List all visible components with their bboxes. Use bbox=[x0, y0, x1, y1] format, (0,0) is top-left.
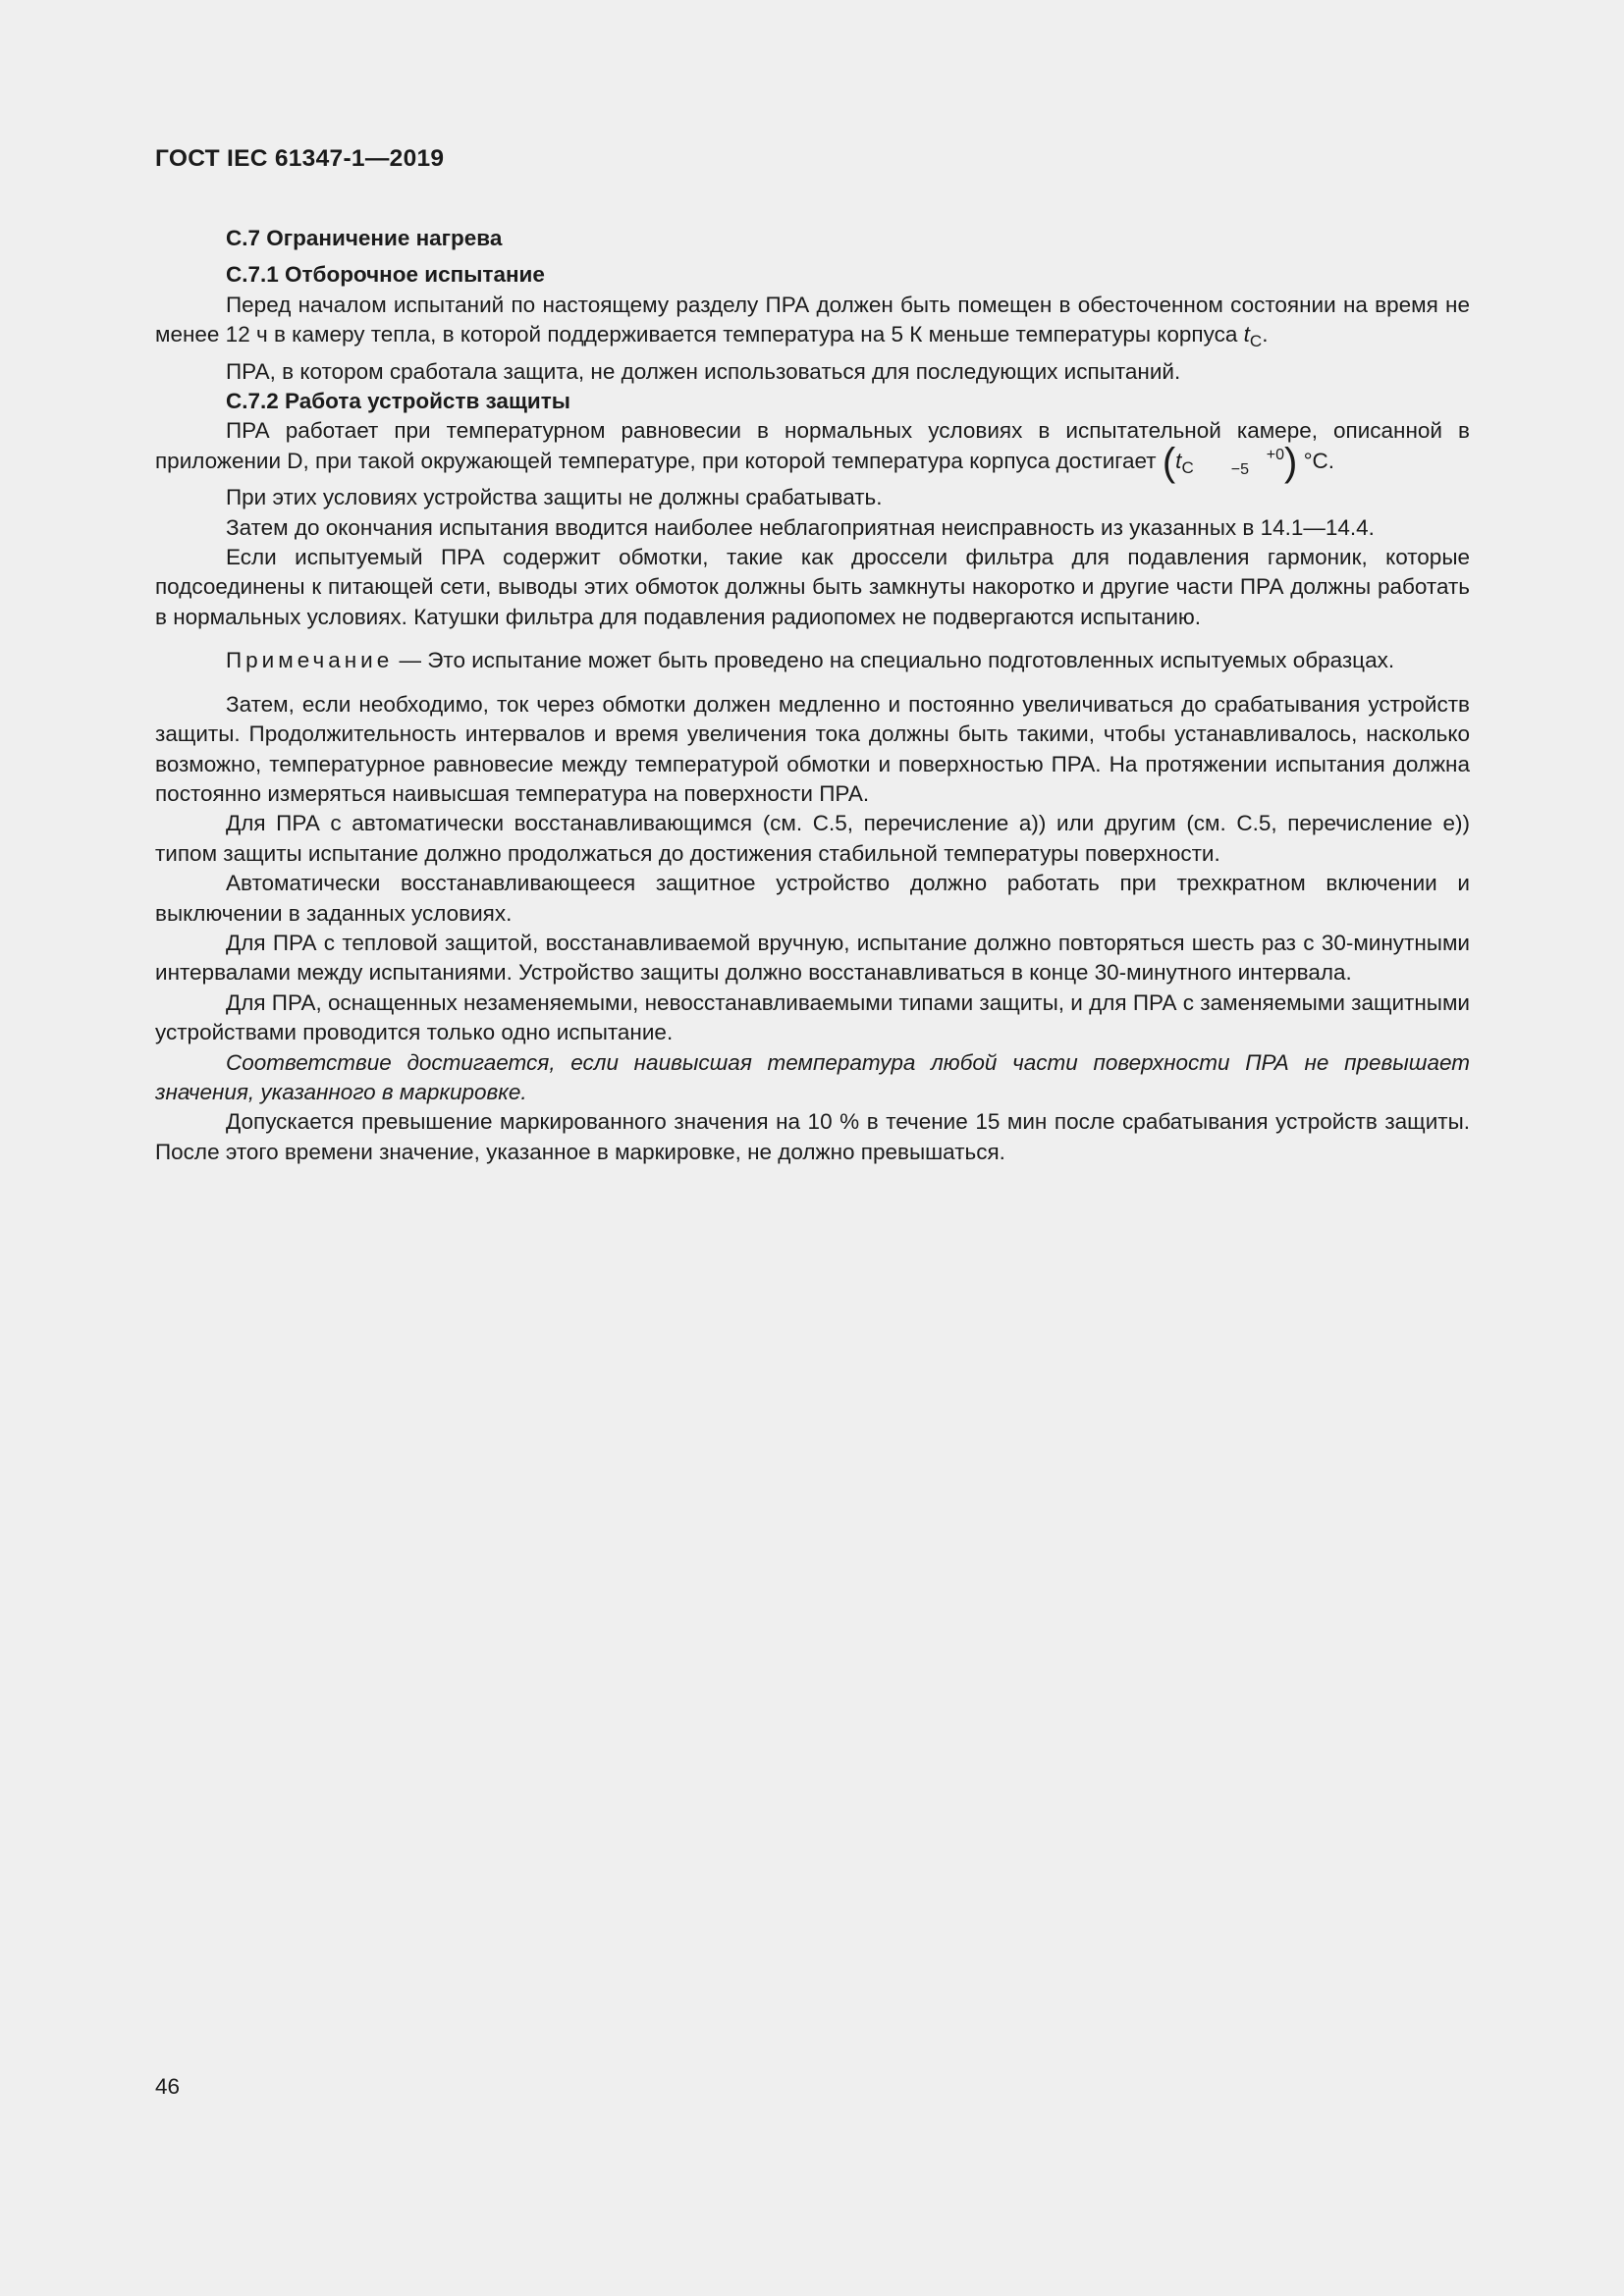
paragraph: ПРА, в котором сработала защита, не должен использоваться для последующих испытаний. bbox=[226, 358, 1181, 384]
temperature-variable: t bbox=[1243, 322, 1250, 347]
note-label: Примечание bbox=[226, 648, 394, 673]
section-heading: C.7 Ограничение нагрева bbox=[226, 226, 503, 250]
paragraph: Затем до окончания испытания вводится наиболее неблагоприятная неисправность из указанных в 14.1—14.4. bbox=[226, 514, 1375, 540]
paragraph: Перед началом испытаний по настоящему разделу ПРА должен быть помещен в обесточенном состоянии на время не менее 12 ч в камеру тепла, в которой поддерживается температура на 5 К меньше температуры корпуса $t_C$. bbox=[155, 292, 1470, 351]
paragraph: Автоматически восстанавливающееся защитное устройство должно работать при трехкратном включении и выключении в заданных условиях. bbox=[155, 871, 1470, 926]
page-number: 46 bbox=[155, 2074, 181, 2099]
paragraph: Если испытуемый ПРА содержит обмотки, такие как дроссели фильтра для подавления гармоник, которые подсоединены к питающей сети, выводы этих обмоток должны быть замкнуты накоротко и другие части ПРА должны работать в нормальных условиях. Катушки фильтра для подавления радиопомех не подвергаются испытанию. bbox=[155, 545, 1470, 629]
document-header: ГОСТ IEC 61347-1—2019 bbox=[155, 145, 445, 172]
temperature-subscript: C bbox=[1249, 332, 1263, 351]
paragraph: Для ПРА с автоматически восстанавливающимся (см. C.5, перечисление a)) или другим (см. C.5, перечисление e)) типом защиты испытание должно продолжаться до достижения стабильной температуры поверхности. bbox=[155, 811, 1470, 866]
paragraph: Для ПРА с тепловой защитой, восстанавливаемой вручную, испытание должно повторяться шесть раз с 30-минутными интервалами между испытаниями. Устройство защиты должно восстанавливаться в конце 30-минутного интервала. bbox=[155, 930, 1470, 986]
note bbox=[155, 646, 1470, 675]
paragraph: Для ПРА, оснащенных незаменяемыми, невосстанавливаемыми типами защиты, и для ПРА с заменяемыми защитными устройствами проводится только одно испытание. bbox=[155, 989, 1470, 1045]
note-text: — Это испытание может быть проведено на специально подготовленных испытуемых образцах. bbox=[393, 648, 1395, 673]
document-body bbox=[155, 224, 1470, 1167]
paragraph: Затем, если необходимо, ток через обмотки должен медленно и постоянно увеличиваться до срабатывания устройств защиты. Продолжительность интервалов и время увеличения тока должны быть такими, чтобы устанавливалось, насколько возможно, температурное равновесие между температурой обмотки и поверхностью ПРА. На протяжении испытания должна постоянно измеряться наивысшая температура на поверхности ПРА. bbox=[155, 691, 1470, 806]
temperature-formula: ($t_C+0$ −5 ) °C. bbox=[1162, 440, 1335, 484]
subsection-heading-c72: C.7.2 Работа устройств защиты bbox=[226, 389, 570, 414]
paragraph: ПРА работает при температурном равновесии в нормальных условиях в испытательной камере, описанной в приложении D, при такой окружающей температуре, при которой температура корпуса достигает ($t_C+0$ −5 ) °C. bbox=[155, 418, 1470, 484]
compliance-paragraph: Соответствие достигается, если наивысшая температура любой части поверхности ПРА не превышает значения, указанного в маркировке. bbox=[155, 1049, 1470, 1104]
paragraph: Допускается превышение маркированного значения на 10 % в течение 15 мин после срабатывания устройств защиты. После этого времени значение, указанное в маркировке, не должно превышаться. bbox=[155, 1109, 1470, 1164]
subsection-heading-c71: C.7.1 Отборочное испытание bbox=[226, 262, 545, 288]
paragraph: При этих условиях устройства защиты не должны срабатывать. bbox=[226, 485, 883, 510]
